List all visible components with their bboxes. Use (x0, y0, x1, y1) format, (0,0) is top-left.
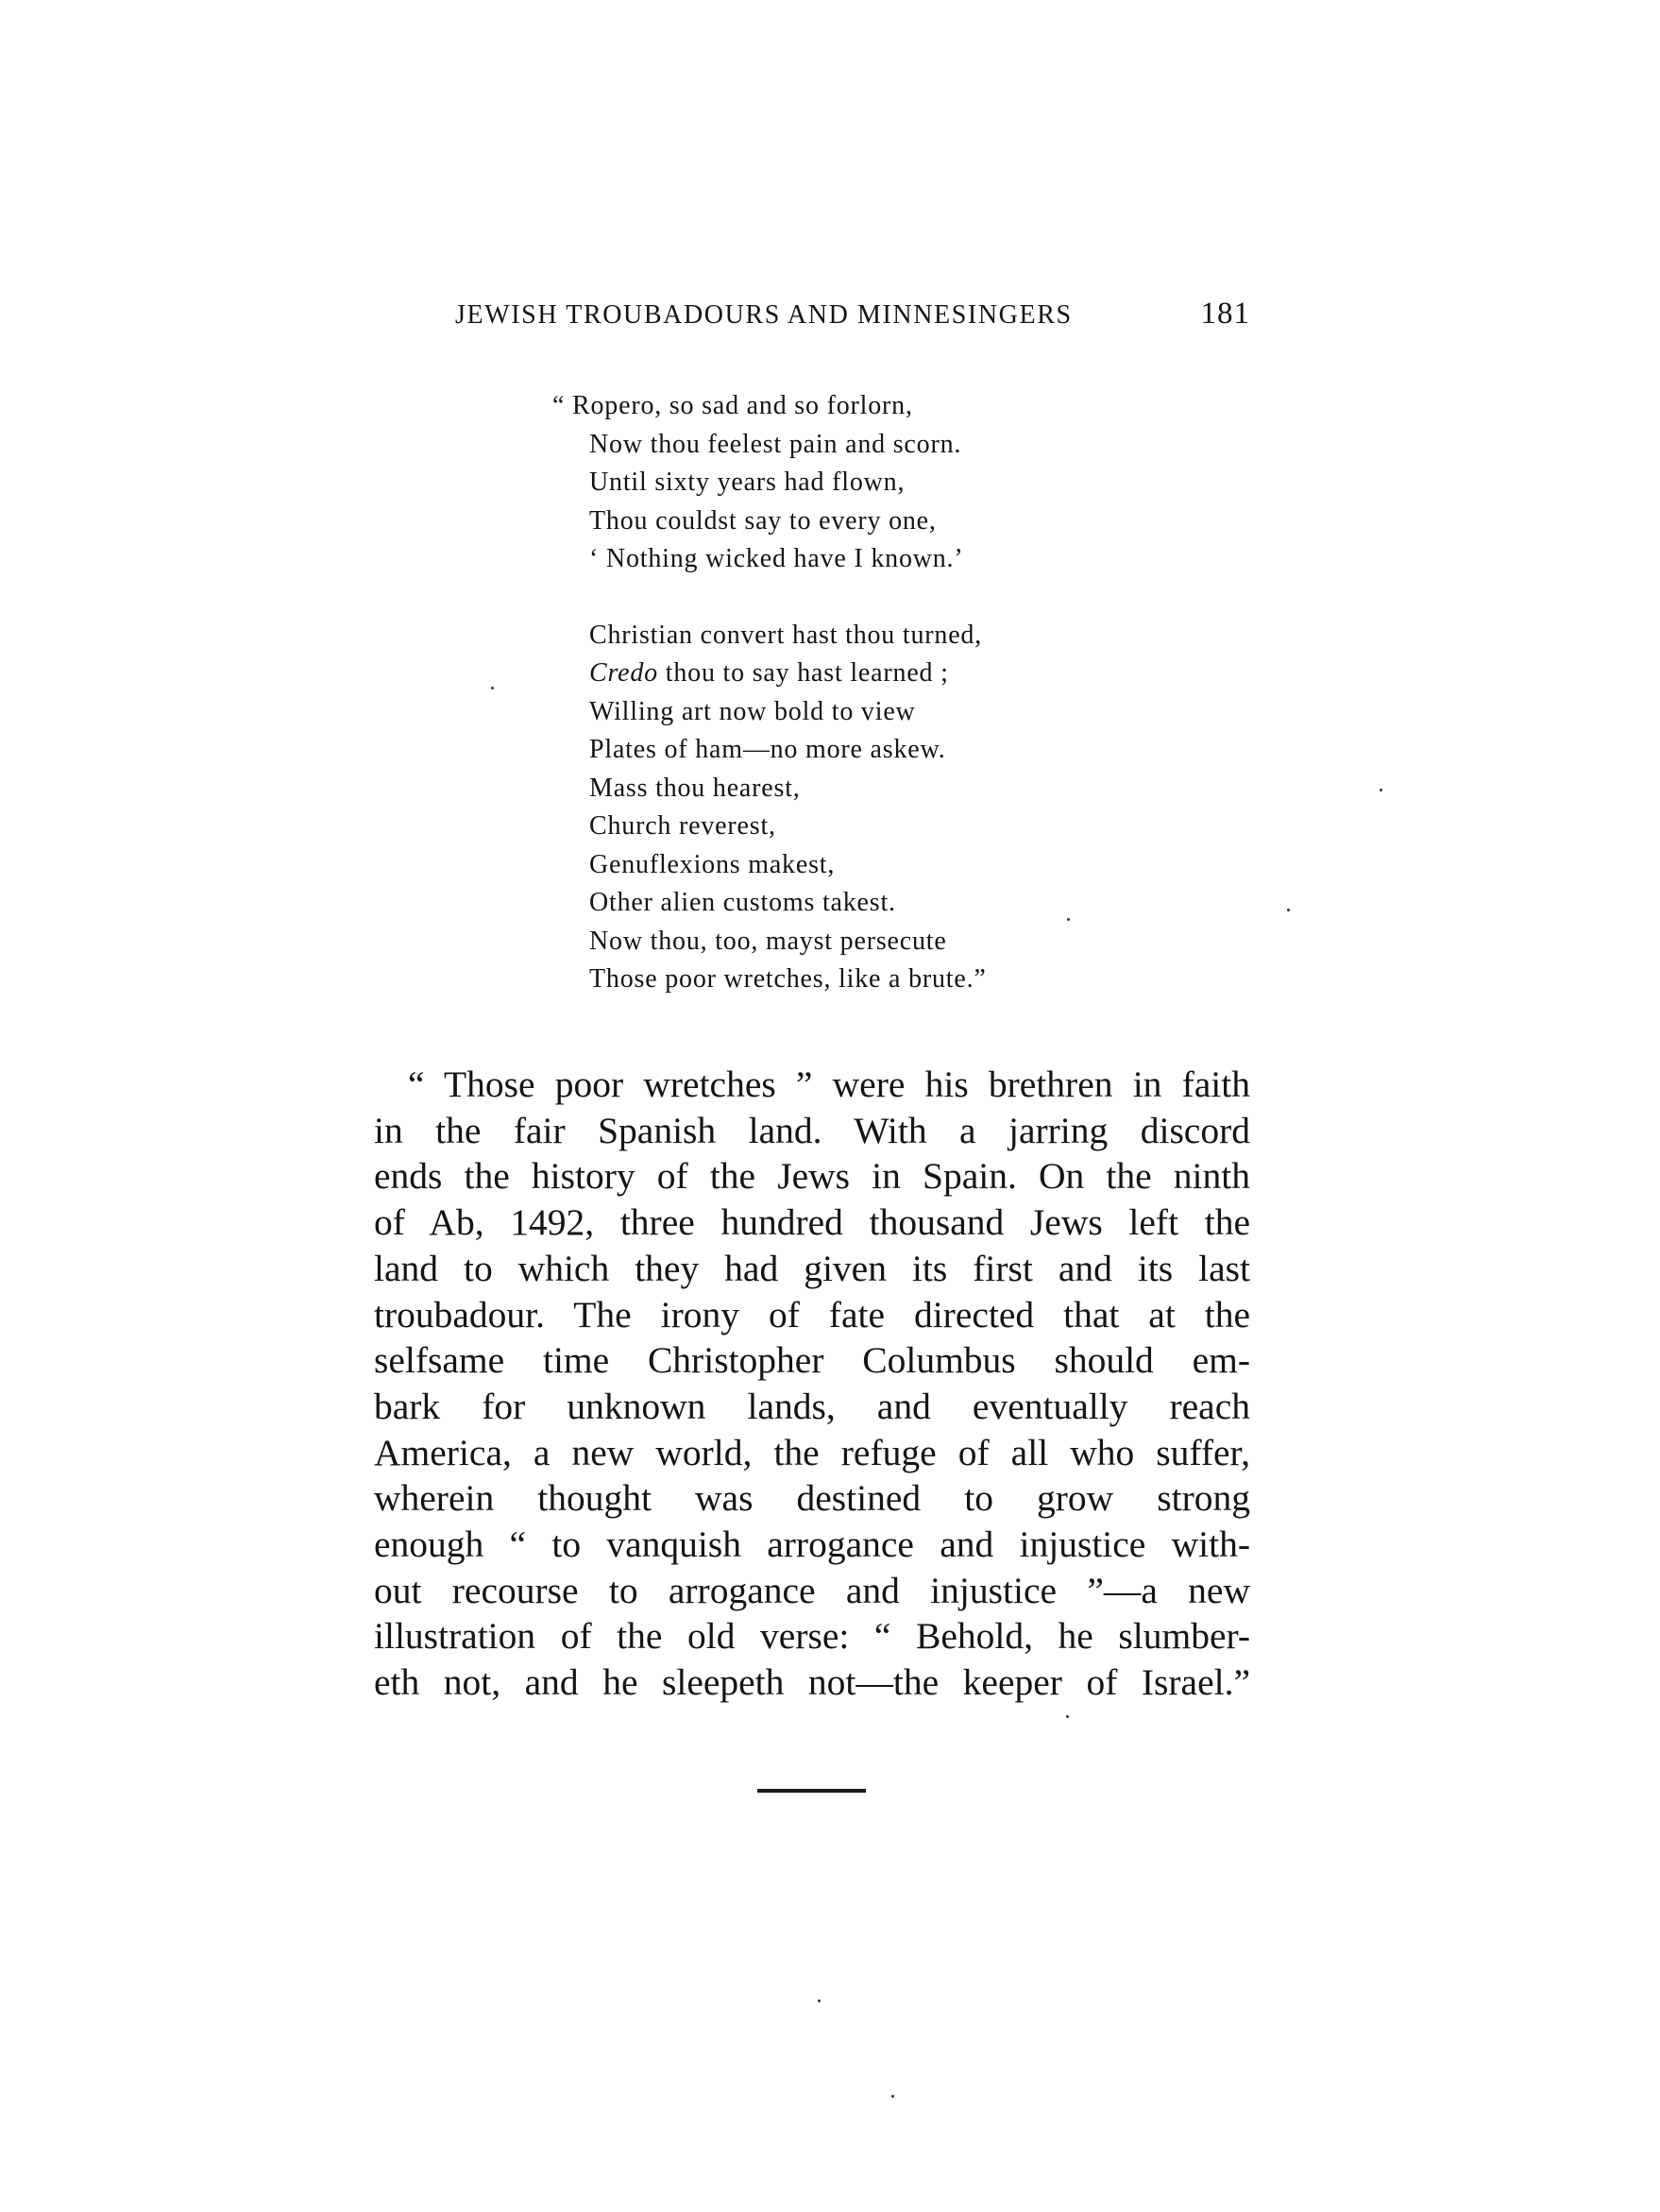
prose-line: “ Those poor wretches ” were his brethren in faith (408, 1063, 1250, 1105)
page-number: 181 (1200, 297, 1250, 331)
prose-line: eth not, and he sleepeth not—the keeper of Israel.” (374, 1661, 1250, 1704)
poem-line: Now thou feelest pain and scorn. (589, 429, 962, 459)
credo-italic: Credo (589, 658, 658, 688)
poem-line: Mass thou hearest, (589, 773, 801, 803)
prose-paragraph (374, 1062, 1250, 1706)
poem (552, 387, 1213, 999)
print-speck (491, 687, 494, 689)
prose-line: bark for unknown lands, and eventually reach (374, 1385, 1250, 1427)
prose-line: selfsame time Christopher Columbus should em- (374, 1339, 1250, 1382)
print-speck (1067, 918, 1070, 921)
prose-line: ends the history of the Jews in Spain. On the ninth (374, 1155, 1250, 1198)
poem-line: Thou couldst say to every one, (589, 505, 937, 536)
prose-line: illustration of the old verse: “ Behold, he slumber- (374, 1615, 1250, 1658)
poem-line: Christian convert hast thou turned, (589, 620, 983, 650)
print-speck (1380, 789, 1382, 791)
running-title: JEWISH TROUBADOURS AND MINNESINGERS (455, 300, 1073, 330)
poem-line: ‘ Nothing wicked have I known.’ (589, 544, 964, 573)
prose-line: land to which they had given its first and its last (374, 1247, 1250, 1289)
poem-stanza-1 (552, 387, 1213, 579)
poem-line: Until sixty years had flown, (589, 468, 906, 497)
prose-line: of Ab, 1492, three hundred thousand Jews left the (374, 1201, 1250, 1244)
poem-line: Church reverest, (589, 811, 776, 841)
poem-stanza-2 (552, 617, 1213, 999)
poem-line: Those poor wretches, like a brute.” (589, 964, 987, 994)
poem-line: Willing art now bold to view (589, 696, 916, 726)
poem-line: Genuflexions makest, (589, 849, 836, 879)
poem-line: Other alien customs takest. (589, 888, 896, 917)
print-speck (1287, 909, 1290, 911)
prose-line: out recourse to arrogance and injustice ”—a new (374, 1569, 1250, 1611)
print-speck (1066, 1715, 1069, 1718)
poem-line-credo (552, 655, 1213, 693)
running-head (455, 297, 1250, 338)
chapter-end-rule (757, 1789, 866, 1793)
poem-line: “ Ropero, so sad and so forlorn, (552, 391, 913, 420)
credo-line-rest: thou to say hast learned ; (657, 658, 949, 688)
print-speck (891, 2095, 894, 2098)
print-speck (818, 1999, 821, 2002)
prose-line: America, a new world, the refuge of all who suffer, (374, 1431, 1250, 1473)
poem-line: Plates of ham—no more askew. (589, 735, 946, 764)
prose-line: wherein thought was destined to grow strong (374, 1477, 1250, 1520)
poem-line: Now thou, too, mayst persecute (589, 926, 947, 956)
prose-line: in the fair Spanish land. With a jarring discord (374, 1109, 1250, 1151)
prose-line: troubadour. The irony of fate directed that at the (374, 1293, 1250, 1336)
prose-line: enough “ to vanquish arrogance and injustice with- (374, 1523, 1250, 1566)
